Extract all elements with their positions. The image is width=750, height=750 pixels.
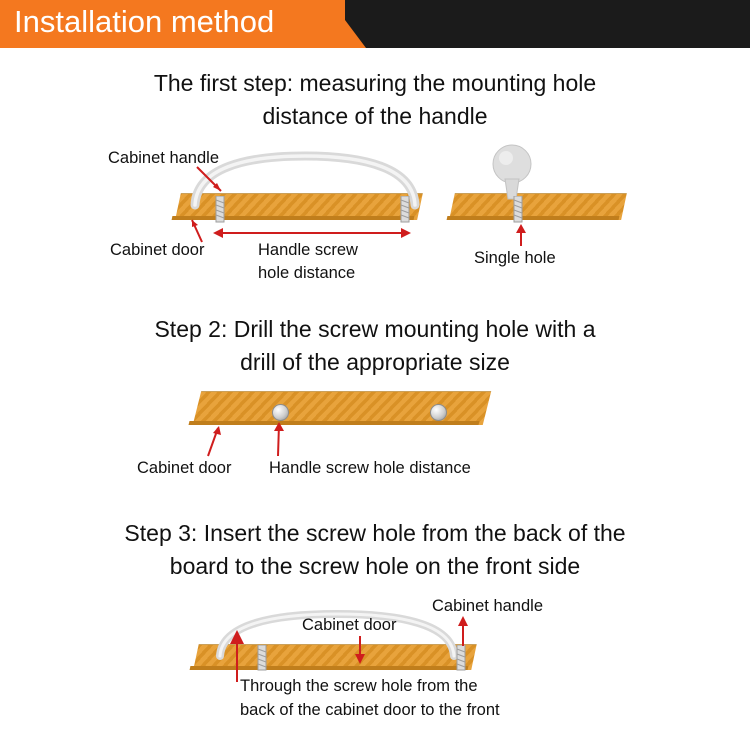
- pointer-handle-screw-hole-step2: [268, 420, 290, 458]
- pointer-cabinet-handle-step3: [455, 614, 471, 648]
- pointer-cabinet-door-step3: [352, 634, 368, 664]
- label-single-hole: Single hole: [474, 249, 556, 267]
- label-handle-screw-hole-distance-step1-line1: Handle screw: [258, 241, 358, 259]
- cabinet-door-board-single-hole-edge: [447, 216, 620, 220]
- step-1-title-line2: distance of the handle: [262, 103, 488, 129]
- step-2-title-line1: Step 2: Drill the screw mounting hole with a: [154, 316, 596, 342]
- label-cabinet-door-step1: Cabinet door: [110, 241, 205, 259]
- label-cabinet-handle-step3: Cabinet handle: [432, 597, 544, 615]
- screw-right-step1: [396, 196, 414, 226]
- drilled-hole-right: [430, 404, 447, 421]
- page-header: [0, 0, 750, 48]
- label-cabinet-handle-step1: Cabinet handle: [108, 149, 220, 167]
- pointer-single-hole: [512, 222, 530, 248]
- cabinet-door-board-step2: [193, 391, 491, 425]
- step-3-title-line1: Step 3: Insert the screw hole from the back of the: [124, 520, 626, 546]
- step-3-title-line2: board to the screw hole on the front side: [169, 553, 581, 579]
- label-through-screw-hole-line2: back of the cabinet door to the front: [240, 701, 500, 719]
- header-slant-decoration: [330, 0, 366, 48]
- pointer-cabinet-door-step2: [200, 424, 226, 458]
- knob-handle-single-hole: [484, 144, 540, 204]
- label-cabinet-door-step3: Cabinet door: [302, 616, 397, 634]
- screw-left-step3: [253, 645, 271, 675]
- label-handle-screw-hole-distance-step2: Handle screw hole distance: [269, 459, 471, 477]
- screw-right-step3: [452, 645, 470, 675]
- cabinet-door-board-step2-edge: [189, 421, 480, 425]
- label-through-screw-hole-line1: Through the screw hole from the: [240, 677, 478, 695]
- step-2-title-line2: drill of the appropriate size: [240, 349, 510, 375]
- label-handle-screw-hole-distance-step1-line2: hole distance: [258, 264, 356, 282]
- pointer-cabinet-handle-step1: [195, 165, 235, 197]
- page-title: Installation method: [14, 4, 275, 39]
- drilled-hole-left: [272, 404, 289, 421]
- step-1-title-line1: The first step: measuring the mounting hole: [153, 70, 597, 96]
- label-cabinet-door-step2: Cabinet door: [137, 459, 232, 477]
